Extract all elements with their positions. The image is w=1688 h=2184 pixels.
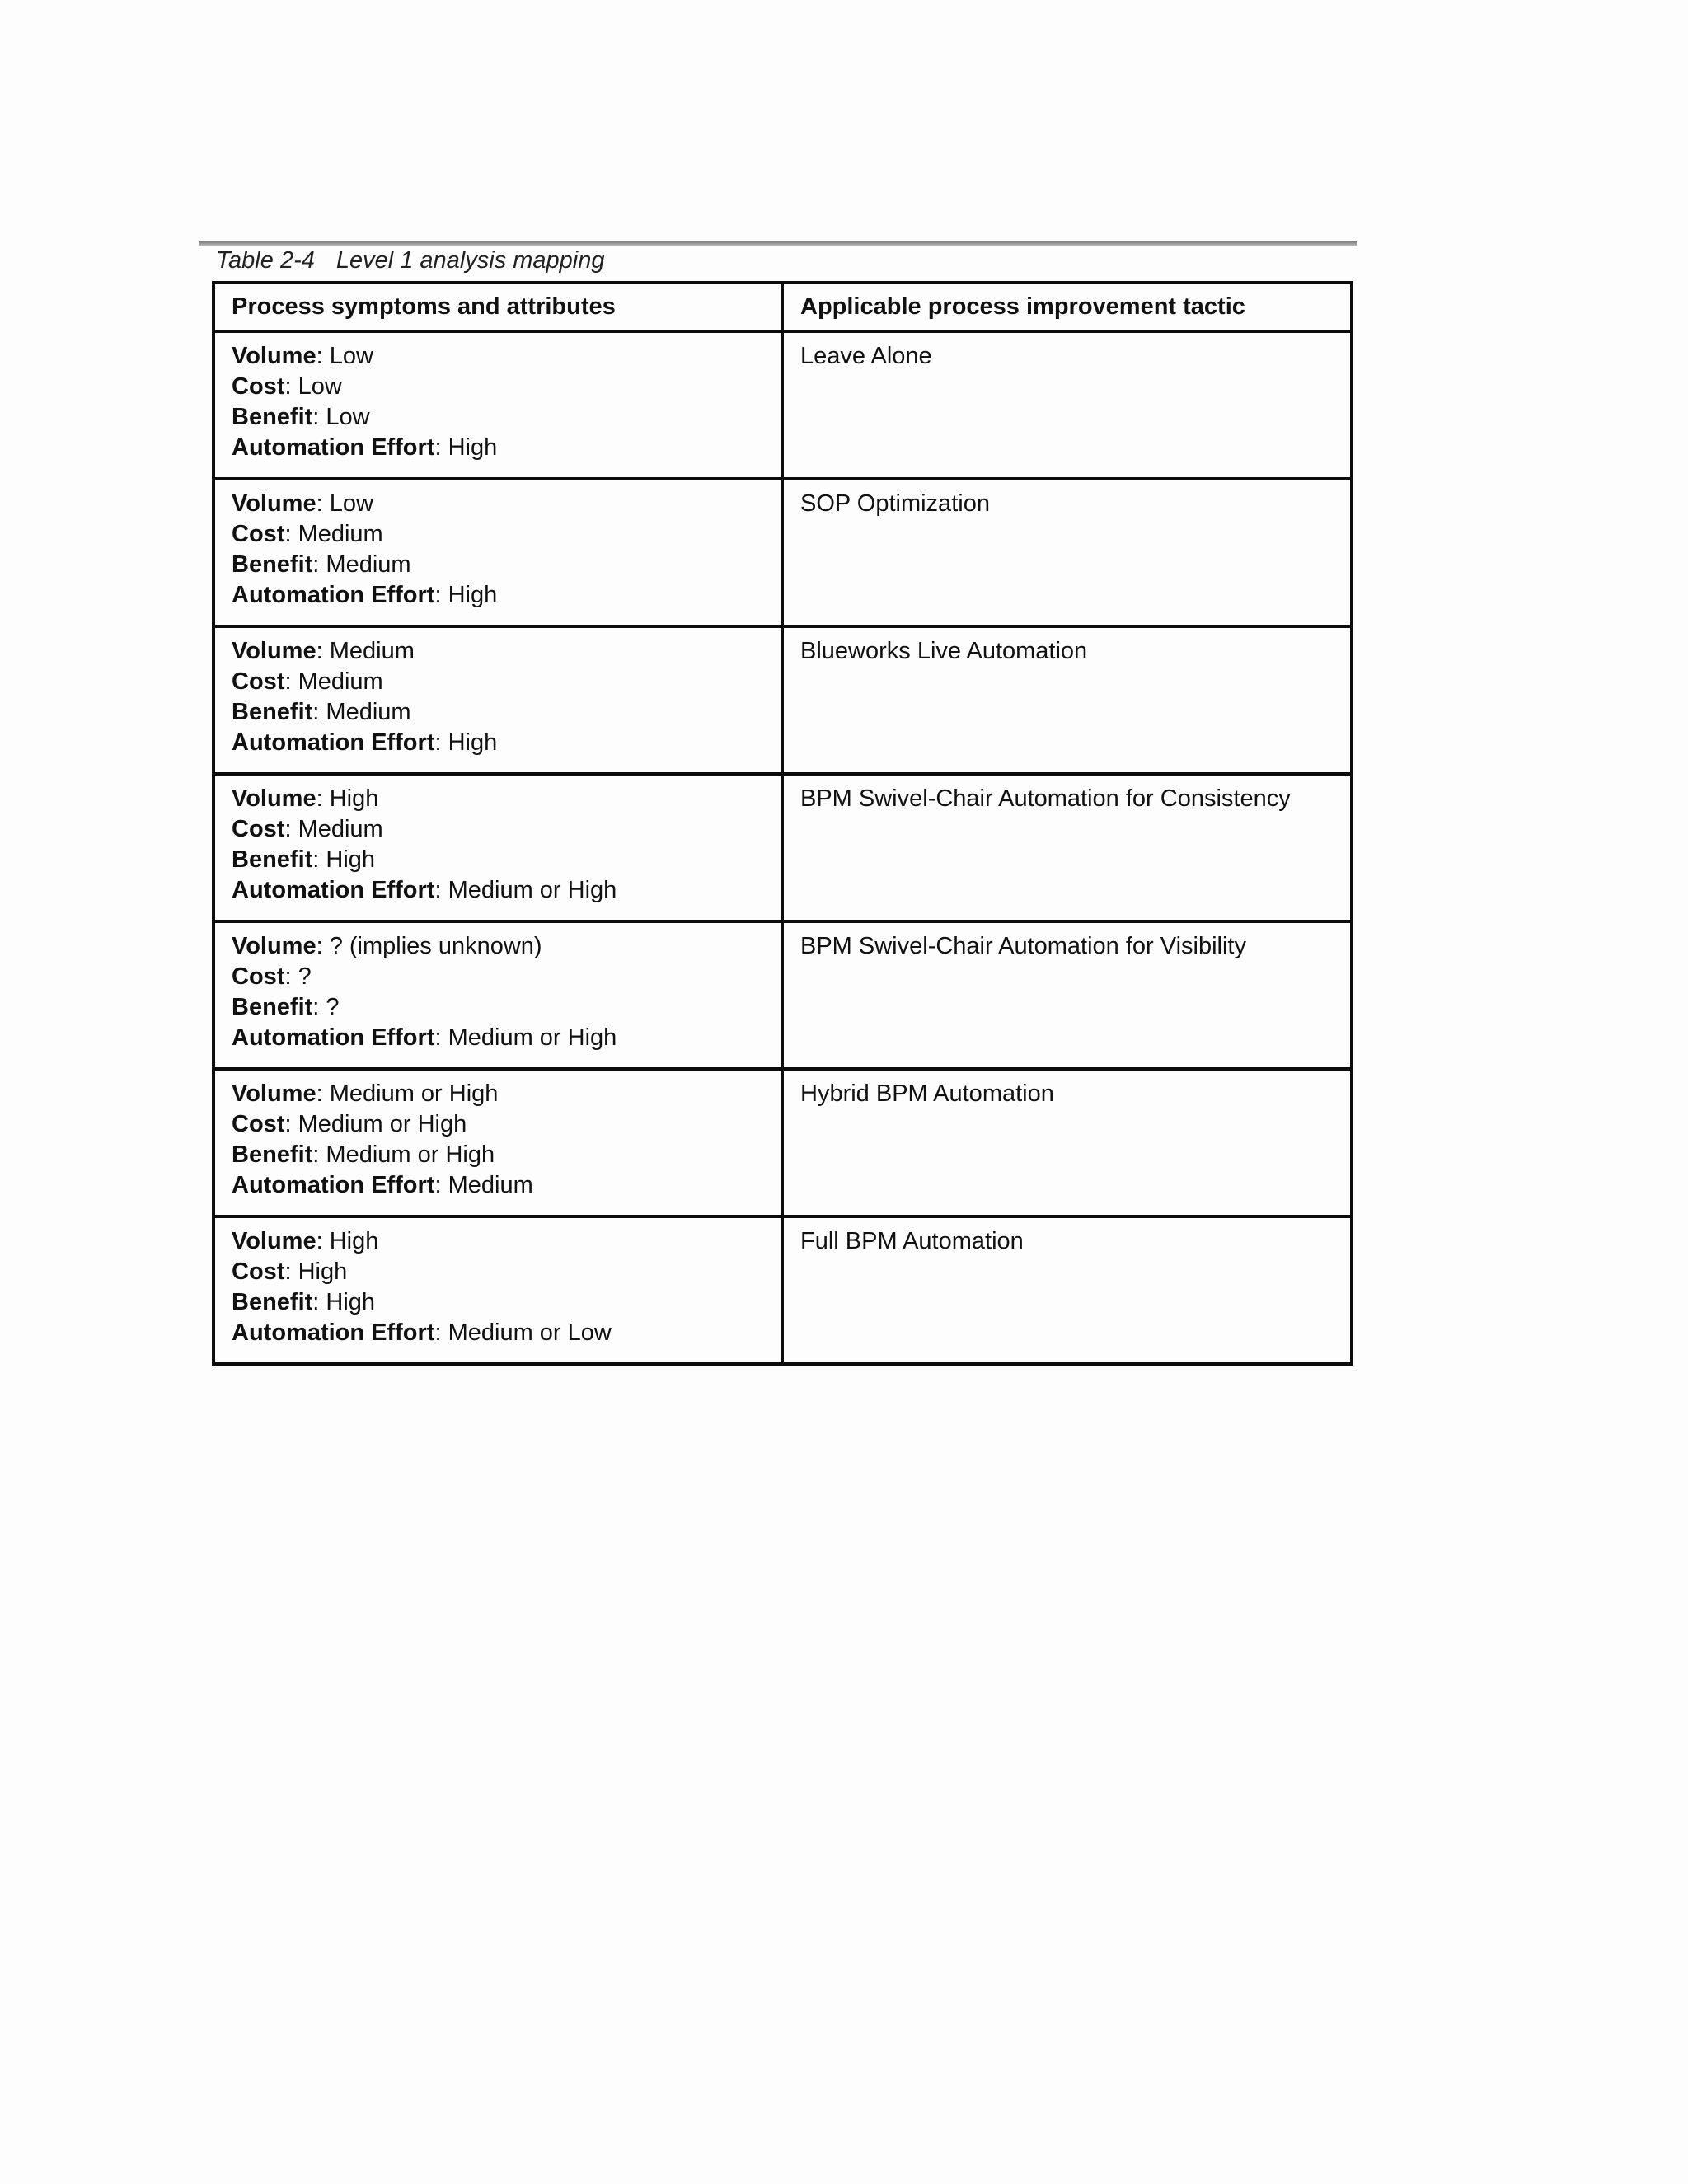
tactic-text: Leave Alone bbox=[800, 343, 932, 369]
attribute-line bbox=[232, 1226, 766, 1257]
attribute-line bbox=[232, 728, 766, 758]
attribute-line bbox=[232, 667, 766, 697]
symptoms-cell bbox=[213, 921, 782, 1069]
attribute-line bbox=[232, 341, 766, 372]
attribute-value: : Low bbox=[284, 373, 342, 400]
attribute-line bbox=[232, 931, 766, 962]
attribute-key: Cost bbox=[232, 1111, 285, 1137]
attribute-value: : Medium or High bbox=[316, 1080, 499, 1107]
attribute-value: : Low bbox=[316, 343, 373, 369]
tactic-cell bbox=[782, 331, 1352, 479]
tactic-cell bbox=[782, 774, 1352, 921]
attribute-key: Volume bbox=[232, 1080, 316, 1107]
attribute-key: Automation Effort bbox=[232, 877, 435, 903]
attribute-key: Cost bbox=[232, 963, 285, 990]
attribute-key: Cost bbox=[232, 816, 285, 842]
attribute-key: Cost bbox=[232, 521, 285, 547]
attribute-key: Automation Effort bbox=[232, 1172, 435, 1198]
table-caption-title: Level 1 analysis mapping bbox=[335, 247, 605, 274]
attribute-value: : High bbox=[434, 729, 498, 756]
analysis-mapping-table bbox=[212, 281, 1353, 1366]
attribute-value: : Medium bbox=[312, 551, 411, 578]
attribute-value: : Low bbox=[316, 490, 373, 517]
attribute-value: : Medium bbox=[284, 668, 383, 695]
attribute-line bbox=[232, 489, 766, 519]
attribute-line bbox=[232, 402, 766, 433]
attribute-value: : Medium bbox=[434, 1172, 533, 1198]
attribute-value: : Medium or High bbox=[312, 1141, 495, 1168]
table-row bbox=[213, 331, 1352, 479]
table-row bbox=[213, 479, 1352, 626]
attribute-value: : Medium bbox=[316, 638, 415, 664]
tactic-text: BPM Swivel-Chair Automation for Visibility bbox=[800, 933, 1246, 959]
attribute-key: Benefit bbox=[232, 551, 313, 578]
attribute-line bbox=[232, 580, 766, 611]
attribute-line bbox=[232, 1023, 766, 1053]
attribute-key: Cost bbox=[232, 373, 285, 400]
tactic-cell bbox=[782, 1069, 1352, 1216]
tactic-text: Hybrid BPM Automation bbox=[800, 1080, 1054, 1107]
attribute-key: Automation Effort bbox=[232, 1319, 435, 1346]
table-caption-label: Table 2-4 bbox=[216, 247, 315, 274]
symptoms-cell bbox=[213, 626, 782, 774]
table-row bbox=[213, 1069, 1352, 1216]
attribute-line bbox=[232, 1287, 766, 1318]
attribute-line bbox=[232, 697, 766, 728]
attribute-key: Volume bbox=[232, 1228, 316, 1254]
tactic-cell bbox=[782, 626, 1352, 774]
attribute-value: : Medium bbox=[284, 521, 383, 547]
table-row bbox=[213, 626, 1352, 774]
tactic-text: SOP Optimization bbox=[800, 490, 990, 517]
attribute-line bbox=[232, 962, 766, 992]
attribute-value: : High bbox=[316, 785, 379, 812]
attribute-key: Volume bbox=[232, 343, 316, 369]
attribute-line bbox=[232, 1109, 766, 1140]
attribute-key: Benefit bbox=[232, 404, 313, 430]
attribute-key: Automation Effort bbox=[232, 729, 435, 756]
attribute-line bbox=[232, 1257, 766, 1287]
column-header-tactic: Applicable process improvement tactic bbox=[782, 283, 1352, 331]
attribute-value: : Medium bbox=[312, 699, 411, 725]
attribute-value: : High bbox=[312, 846, 376, 873]
table-caption bbox=[216, 246, 605, 275]
table-row bbox=[213, 1216, 1352, 1364]
tactic-cell bbox=[782, 479, 1352, 626]
attribute-line bbox=[232, 1170, 766, 1201]
attribute-line bbox=[232, 519, 766, 550]
attribute-key: Benefit bbox=[232, 994, 313, 1020]
attribute-key: Cost bbox=[232, 668, 285, 695]
attribute-line bbox=[232, 814, 766, 845]
tactic-cell bbox=[782, 921, 1352, 1069]
attribute-value: : Medium or High bbox=[434, 877, 617, 903]
attribute-line bbox=[232, 992, 766, 1023]
attribute-value: : High bbox=[434, 434, 498, 461]
attribute-key: Volume bbox=[232, 490, 316, 517]
attribute-line bbox=[232, 1140, 766, 1170]
attribute-value: : ? bbox=[284, 963, 312, 990]
attribute-line bbox=[232, 1318, 766, 1348]
attribute-line bbox=[232, 845, 766, 875]
attribute-key: Automation Effort bbox=[232, 582, 435, 608]
attribute-key: Volume bbox=[232, 933, 316, 959]
attribute-value: : Medium or High bbox=[284, 1111, 467, 1137]
attribute-line bbox=[232, 550, 766, 580]
attribute-key: Cost bbox=[232, 1258, 285, 1285]
table-header-row bbox=[213, 283, 1352, 331]
column-header-symptoms: Process symptoms and attributes bbox=[213, 283, 782, 331]
attribute-value: : Low bbox=[312, 404, 370, 430]
symptoms-cell bbox=[213, 1216, 782, 1364]
attribute-value: : ? (implies unknown) bbox=[316, 933, 542, 959]
attribute-value: : High bbox=[316, 1228, 379, 1254]
attribute-line bbox=[232, 1079, 766, 1109]
attribute-value: : Medium or High bbox=[434, 1024, 617, 1051]
attribute-value: : Medium or Low bbox=[434, 1319, 612, 1346]
attribute-value: : High bbox=[312, 1289, 376, 1315]
table-row bbox=[213, 774, 1352, 921]
tactic-text: BPM Swivel-Chair Automation for Consistency bbox=[800, 785, 1291, 812]
attribute-key: Benefit bbox=[232, 699, 313, 725]
attribute-value: : High bbox=[284, 1258, 348, 1285]
attribute-line bbox=[232, 433, 766, 463]
attribute-key: Benefit bbox=[232, 1289, 313, 1315]
attribute-key: Automation Effort bbox=[232, 434, 435, 461]
attribute-line bbox=[232, 636, 766, 667]
attribute-value: : ? bbox=[312, 994, 340, 1020]
tactic-text: Full BPM Automation bbox=[800, 1228, 1024, 1254]
attribute-key: Benefit bbox=[232, 846, 313, 873]
attribute-value: : Medium bbox=[284, 816, 383, 842]
tactic-cell bbox=[782, 1216, 1352, 1364]
attribute-key: Volume bbox=[232, 785, 316, 812]
symptoms-cell bbox=[213, 479, 782, 626]
attribute-line bbox=[232, 875, 766, 906]
symptoms-cell bbox=[213, 774, 782, 921]
table-row bbox=[213, 921, 1352, 1069]
tactic-text: Blueworks Live Automation bbox=[800, 638, 1088, 664]
symptoms-cell bbox=[213, 1069, 782, 1216]
attribute-key: Automation Effort bbox=[232, 1024, 435, 1051]
attribute-line bbox=[232, 784, 766, 814]
attribute-key: Volume bbox=[232, 638, 316, 664]
attribute-value: : High bbox=[434, 582, 498, 608]
attribute-key: Benefit bbox=[232, 1141, 313, 1168]
symptoms-cell bbox=[213, 331, 782, 479]
attribute-line bbox=[232, 372, 766, 402]
